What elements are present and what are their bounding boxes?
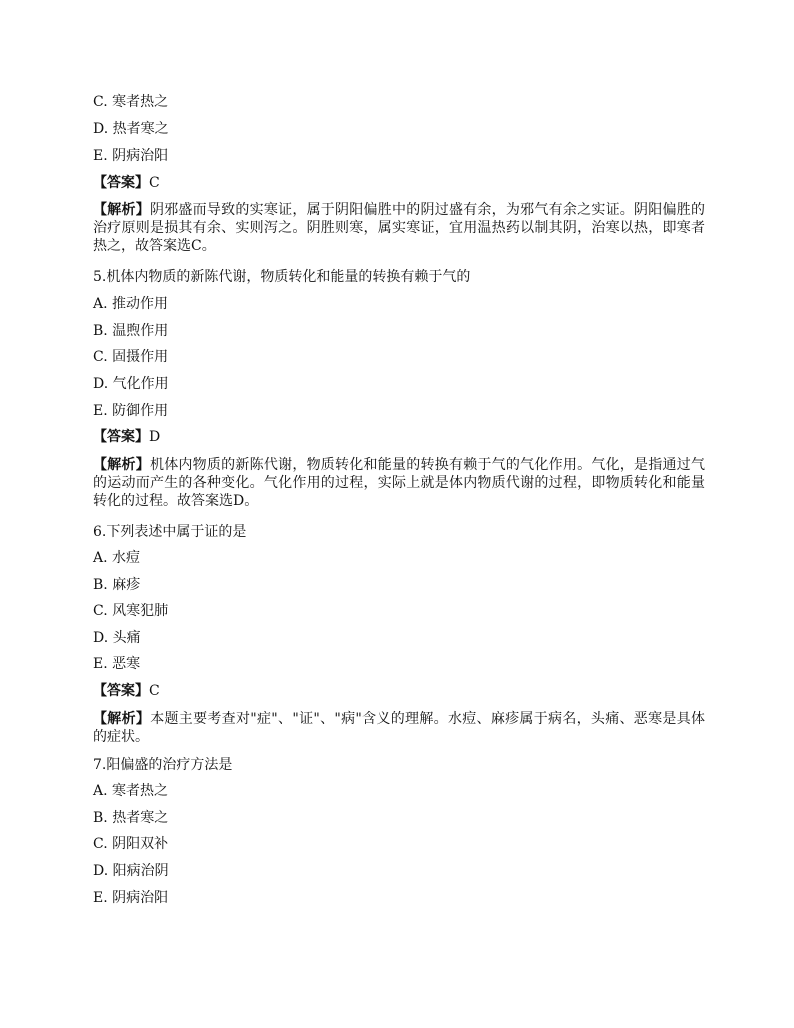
- q7-option-e: E. 阴病治阳: [93, 890, 169, 906]
- q6-option-c: C. 风寒犯肺: [93, 603, 169, 619]
- analysis-text: 机体内物质的新陈代谢，物质转化和能量的转换有赖于气的气化作用。气化，是指通过气的运动而产生的各种变化。气化作用的过程，实际上就是体内物质代谢的过程，即物质转化和能量转化的过程。故答案选D。: [93, 457, 705, 509]
- answer-value: C: [149, 175, 160, 191]
- q5-option-c: C. 固摄作用: [93, 349, 169, 365]
- q5-analysis: [93, 456, 705, 510]
- q5-answer: [93, 428, 160, 446]
- answer-value: C: [149, 683, 160, 699]
- analysis-text: 本题主要考查对"症"、"证"、"病"含义的理解。水痘、麻疹属于病名，头痛、恶寒是具体的症状。: [93, 711, 705, 745]
- q6-option-d: D. 头痛: [93, 630, 141, 646]
- q5-option-d: D. 气化作用: [93, 376, 169, 392]
- q5-option-e: E. 防御作用: [93, 403, 169, 419]
- q6-option-e: E. 恶寒: [93, 656, 141, 672]
- answer-label: 【答案】: [93, 175, 149, 191]
- answer-label: 【答案】: [93, 683, 149, 699]
- q7-stem: 7.阳偏盛的治疗方法是: [93, 757, 233, 773]
- q4-analysis: [93, 201, 705, 255]
- q4-option-c: C. 寒者热之: [93, 94, 169, 110]
- analysis-label: 【解析】: [93, 457, 150, 473]
- answer-value: D: [149, 429, 161, 445]
- q6-answer: [93, 682, 160, 700]
- q5-option-b: B. 温煦作用: [93, 323, 169, 339]
- q5-option-a: A. 推动作用: [93, 296, 169, 312]
- q7-option-a: A. 寒者热之: [93, 783, 169, 799]
- analysis-label: 【解析】: [93, 202, 150, 218]
- q6-option-a: A. 水痘: [93, 550, 141, 566]
- q4-option-e: E. 阴病治阳: [93, 148, 169, 164]
- analysis-text: 阴邪盛而导致的实寒证，属于阴阳偏胜中的阴过盛有余，为邪气有余之实证。阴阳偏胜的治疗原则是损其有余、实则泻之。阴胜则寒，属实寒证，宜用温热药以制其阴，治寒以热，即寒者热之，故答案选C。: [93, 202, 705, 254]
- q7-option-c: C. 阴阳双补: [93, 836, 169, 852]
- q5-stem: 5.机体内物质的新陈代谢，物质转化和能量的转换有赖于气的: [93, 269, 471, 285]
- analysis-label: 【解析】: [93, 711, 151, 727]
- q4-answer: [93, 174, 160, 192]
- q6-stem: 6.下列表述中属于证的是: [93, 524, 247, 540]
- q6-option-b: B. 麻疹: [93, 577, 141, 593]
- answer-label: 【答案】: [93, 429, 149, 445]
- q4-option-d: D. 热者寒之: [93, 121, 169, 137]
- q7-option-d: D. 阳病治阴: [93, 863, 169, 879]
- q6-analysis: [93, 710, 705, 746]
- q7-option-b: B. 热者寒之: [93, 810, 169, 826]
